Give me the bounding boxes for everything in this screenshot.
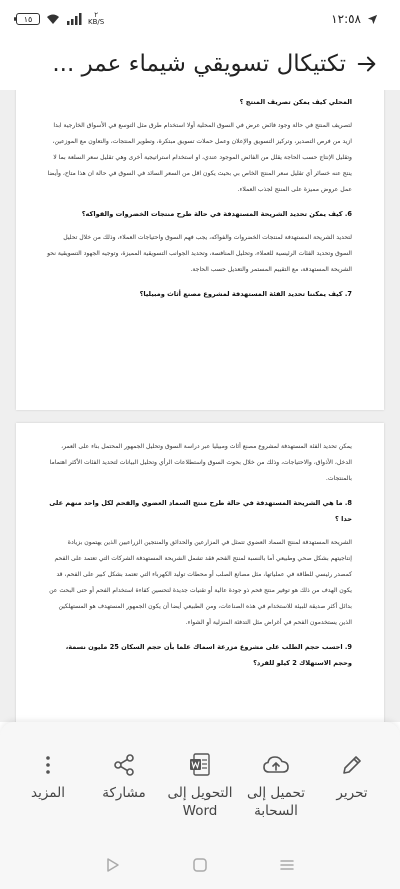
menu-lines-icon [279,857,295,873]
triangle-back-icon [105,857,121,873]
paragraph: لتحديد الشريحة المستهدفة لمنتجات الخضروات والفواكه، يجب فهم السوق واحتياجات العملاء، وذلك من خلال تحليل السوق وتحديد الفئات الرئيسية للعملاء، وتحليل المنافسة، وتحديد الجوانب التسويقية المميزة، وتوجيه الجهود التسويقية نحو الشريحة المستهدفة، مع التقييم المستمر والتعديل حسب الحاجة. [47,234,352,273]
question-heading: 7. كيف يمكننا تحديد الفئة المستهدفة لمشروع مصنع أثاث ومبيليا؟ [139,290,352,298]
cloud-upload-icon [261,750,291,780]
upload-cloud-label: تحميل إلى السحابة [247,785,305,819]
question-heading: 6. كيف يمكن تحديد الشريحة المستهدفة في حالة طرح منتجات الخضروات والفواكه؟ [81,210,352,218]
navigation-arrow-icon [367,14,378,25]
page-1-content [16,90,384,302]
more-vertical-icon [33,750,63,780]
edit-label: تحرير [336,785,368,801]
status-bar [0,0,400,38]
share-label: مشاركة [102,785,146,801]
document-title: تكتيكال تسويقي شيماء عمر ... [52,51,346,77]
square-home-icon [192,857,208,873]
question-heading: المحلي كيف يمكن تصريف المنتج ؟ [239,98,352,106]
document-viewer[interactable] [0,90,400,722]
document-page-2 [16,423,384,722]
page-2-content [16,423,384,671]
edit-button[interactable] [316,750,388,820]
action-sheet [0,722,400,889]
network-speed [88,12,104,26]
question-heading: 8. ما هي الشريحة المستهدفة في حالة طرح منتج السماد العضوي والفحم لكل واحد منهم على حدا ؟ [49,499,352,523]
convert-to-word-button[interactable] [164,750,236,820]
status-time: ١٢:٥٨ [331,12,361,26]
more-button[interactable] [12,750,84,820]
status-right [331,12,378,26]
word-document-icon [185,750,215,780]
back-button[interactable] [352,49,382,79]
status-icons [16,12,104,26]
paragraph: الشريحة المستهدفة لمنتج السماد العضوي تتمثل في المزارعين والحدائق والمنتجين الزراعيين الذين يهتمون بزيادة إنتاجيتهم بشكل صحي وطبيعي أما بالنسبة لمنتج الفحم فقد تشمل الشريحة المستهدفة الشركات التي تعتمد على الفحم كمصدر رئيسي للطاقة في عملياتها، مثل مصانع الصلب أو محطات توليد الكهرباء التي تعتمد بشكل كبير على الفحم، قد يكون الهدف من ذلك هو توفير منتج فحم ذو جودة عالية أو تقنيات جديدة لتحسين كفاءة استخدام الفحم أو حتى البحث عن بدائل أكثر صديقة للبيئة للاستخدام في هذه الصناعات، ومن الطبيعي أيضا أن يكون الجمهور المستهدف هو المستهلكين الذين يستخدمون الفحم في أغراض مثل التدفئة المنزلية أو الشواء. [49,539,352,626]
action-bar [0,750,400,820]
wifi-icon [46,13,60,25]
pencil-icon [337,750,367,780]
share-icon [109,750,139,780]
upload-cloud-button[interactable] [240,750,312,820]
signal-icon [66,13,82,25]
recents-nav-button[interactable] [272,850,302,880]
system-navigation-bar [0,841,400,889]
paragraph: لتصريف المنتج في حالة وجود فائض عرض في السوق المحلية أولا استخدام طرق مثل التوسع في الأسواق الخارجية ابدا ازيد من فرص التصدير، وتركيز التسويق والإعلان وعمل حملات تسويق مبتكرة، وتطوير المنتجات، والتعاون مع الموزعين، وتقليل الإنتاج حسب الحاجة يقلل من الفائض الموجود عندي، او استخدام استراتيجية أخرى وهي تقليل سعر السلعة بما لا ينتج عنه خسائر أي تقليل سعر المنتج الخاص بي بحيث يكون اقل من السعر السائد في السوق في حالة ان هذا متاح، وأيضا عمل عروض مميزة على المنتج لجذب العملاء. [47,122,352,193]
document-page-1 [16,90,384,410]
home-nav-button[interactable] [185,850,215,880]
network-speed-value: ٢ [94,11,98,19]
question-heading: 9. احسب حجم الطلب على مشروع مزرعة اسماك علما بأن حجم السكان 25 مليون نسمة، وحجم الاستهلاك 2 كيلو للفرد؟ [65,643,352,667]
convert-to-word-label: التحويل إلى Word [167,785,233,819]
battery-level: ١٥ [23,14,33,24]
back-nav-button[interactable] [98,850,128,880]
more-label: المزيد [31,785,65,801]
paragraph: يمكن تحديد الفئة المستهدفة لمشروع مصنع أثاث ومبيليا عبر دراسة السوق وتحليل الجمهور المحتمل بناء على العمر، الدخل، الأذواق، والاحتياجات، وذلك من خلال بحوث السوق واستطلاعات الرأي وتحليل البيانات لتحديد الفئات الأكثر اهتماما بالمنتجات. [49,443,352,482]
share-button[interactable] [88,750,160,820]
arrow-right-icon [356,53,378,75]
network-speed-unit: KB/S [88,18,105,26]
title-bar [0,38,400,90]
battery-icon [16,13,40,25]
